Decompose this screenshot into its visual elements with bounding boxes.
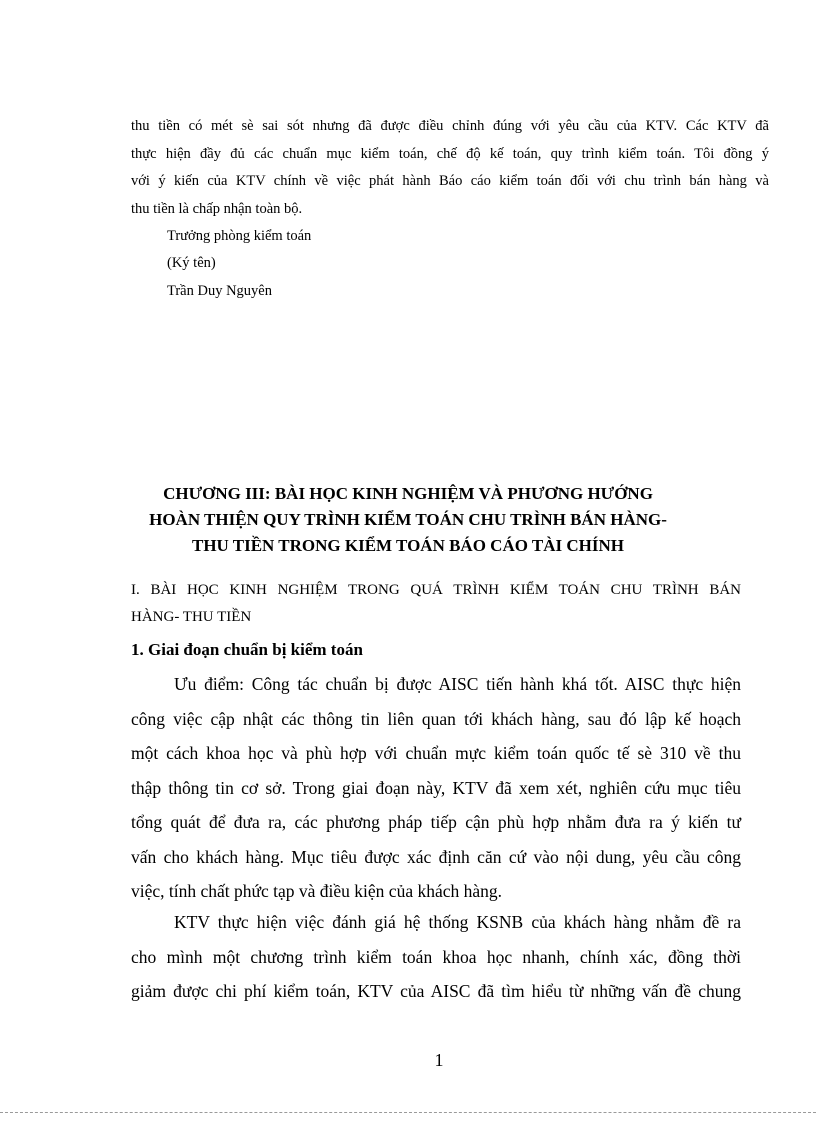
paragraph-line: KTV thực hiện việc đánh giá hệ thống KSNB của khách hàng nhằm đề ra: [174, 912, 741, 932]
intro-line: thu tiền có mét sè sai sót nhưng đã được điều chỉnh đúng với yêu cầu của KTV. Các KTV đã: [131, 118, 769, 134]
paragraph-advantages: [131, 667, 741, 909]
signature-title: Trưởng phòng kiểm toán: [167, 228, 312, 244]
paragraph-line: công việc cập nhật các thông tin liên quan tới khách hàng, sau đó lập kế hoạch: [131, 708, 741, 729]
signature-note: (Ký tên): [167, 255, 216, 271]
paragraph-line: tổng quát để đưa ra, các phương pháp tiếp cận phù hợp nhằm đưa ra ý kiến tư: [131, 812, 741, 832]
paragraph-line: cho mình một chương trình kiểm toán khoa học nhanh, chính xác, đồng thời: [131, 946, 741, 967]
chapter-title-line: THU TIỀN TRONG KIỂM TOÁN BÁO CÁO TÀI CHÍNH: [191, 536, 624, 555]
section-heading-line: I. BÀI HỌC KINH NGHIỆM TRONG QUÁ TRÌNH KIỂM TOÁN CHU TRÌNH BÁN: [131, 582, 741, 598]
intro-paragraph: [131, 113, 769, 223]
paragraph-line: vấn cho khách hàng. Mục tiêu được xác định căn cứ vào nội dung, yêu cầu công: [131, 846, 741, 867]
intro-line: với ý kiến của KTV chính về việc phát hành Báo cáo kiểm toán đối với chu trình bán hàng và: [131, 173, 769, 189]
chapter-title-line: CHƯƠNG III: BÀI HỌC KINH NGHIỆM VÀ PHƯƠNG HƯỚNG: [163, 484, 653, 503]
subsection-heading: 1. Giai đoạn chuẩn bị kiểm toán: [131, 640, 363, 659]
intro-line: thu tiền là chấp nhận toàn bộ.: [131, 200, 303, 217]
page-number: 1: [434, 1050, 444, 1070]
chapter-title: [120, 481, 696, 559]
intro-line: thực hiện đầy đủ các chuẩn mục kiểm toán, chế độ kế toán, quy trình kiểm toán. Tôi đồng ý: [131, 145, 769, 162]
chapter-title-line: HOÀN THIỆN QUY TRÌNH KIỂM TOÁN CHU TRÌNH BÁN HÀNG-: [149, 510, 667, 529]
paragraph-line: một cách khoa học và phù hợp với chuẩn mực kiểm toán quốc tế sè 310 về thu: [131, 743, 741, 763]
paragraph-line: Ưu điểm: Công tác chuẩn bị được AISC tiến hành khá tốt. AISC thực hiện: [174, 674, 741, 694]
section-heading-line: HÀNG- THU TIỀN: [131, 609, 252, 625]
paragraph-line: giảm được chi phí kiểm toán, KTV của AISC đã tìm hiểu từ những vấn đề chung: [131, 981, 741, 1001]
section-heading: [131, 577, 741, 631]
paragraph-internal-control: [131, 905, 741, 1009]
footer-divider: [0, 1112, 816, 1113]
paragraph-line: thập thông tin cơ sở. Trong giai đoạn này, KTV đã xem xét, nghiên cứu mục tiêu: [131, 777, 741, 798]
signature-name: Trần Duy Nguyên: [167, 283, 272, 299]
paragraph-line: việc, tính chất phức tạp và điều kiện của khách hàng.: [131, 881, 503, 901]
